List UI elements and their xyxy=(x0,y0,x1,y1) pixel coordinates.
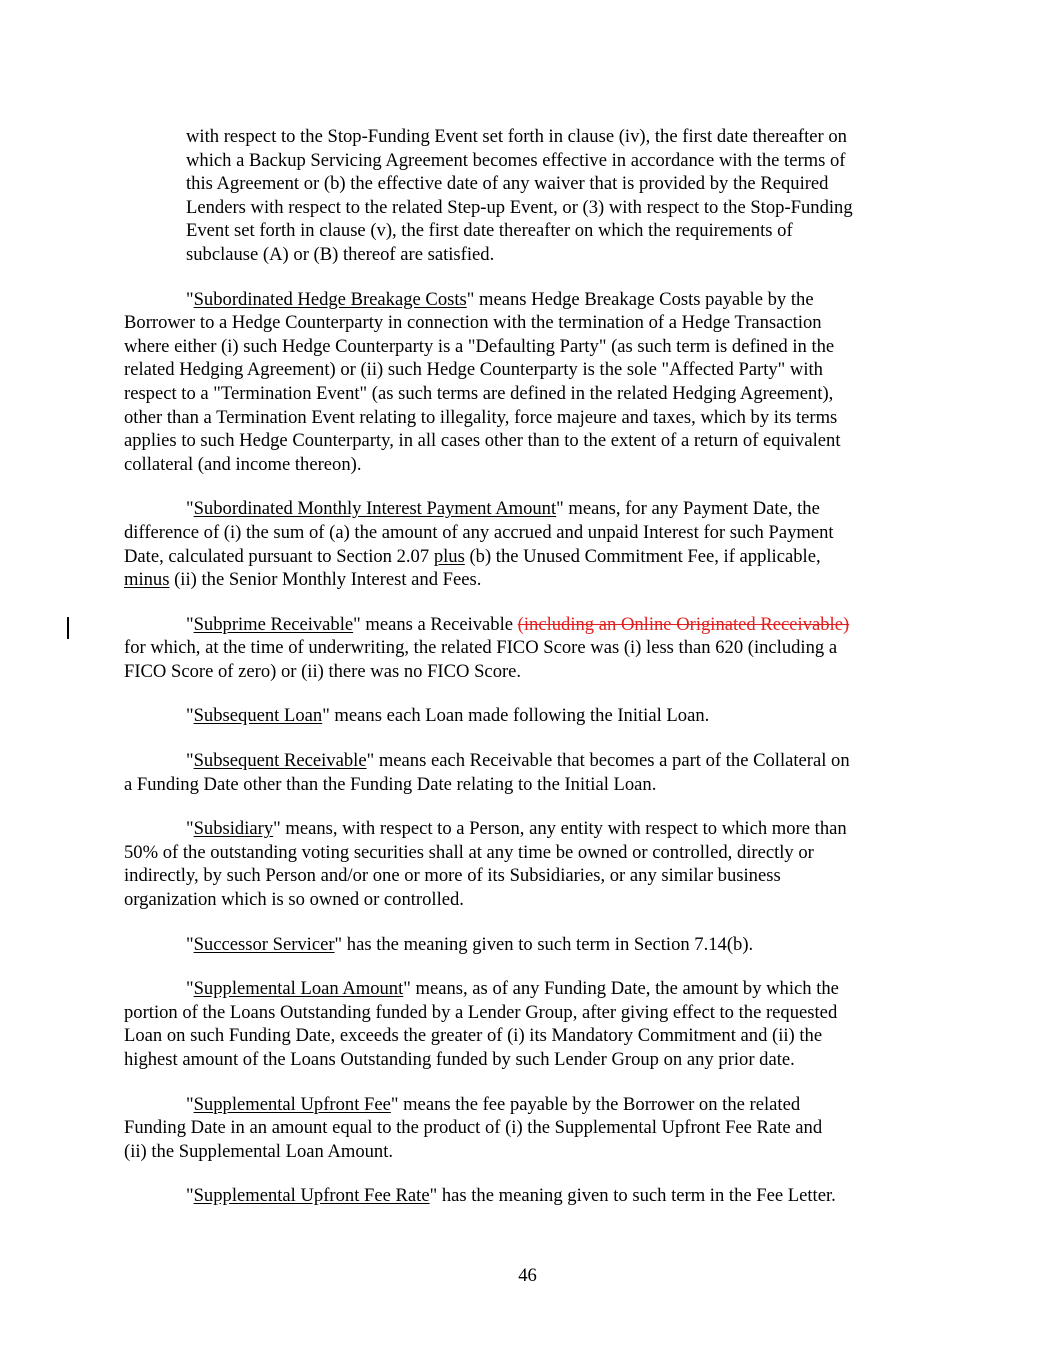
text-line: collateral (and income thereon). xyxy=(124,453,362,475)
definition-supplemental-upfront-fee: "Supplemental Upfront Fee" means the fee payable by the Borrower on the related Funding Date in an amount equal to the product of (i) the Supplemental Upfront Fee Rate and (ii) the Supplemental Loan Amount. xyxy=(124,1093,944,1164)
text-line: FICO Score of zero) or (ii) there was no FICO Score. xyxy=(124,660,522,682)
page-body xyxy=(124,125,944,1208)
definition-supplemental-loan-amount: "Supplemental Loan Amount" means, as of any Funding Date, the amount by which the portion of the Loans Outstanding funded by a Lender Group, after giving effect to the requested Loan on such Funding Date, exceeds the greater of (i) its Mandatory Commitment and (ii) the highest amount of the Loans Outstanding funded by such Lender Group on any prior date. xyxy=(124,977,944,1071)
definition-subordinated-hedge-breakage-costs: "Subordinated Hedge Breakage Costs" means Hedge Breakage Costs payable by the Borrower to a Hedge Counterparty in connection with the termination of a Hedge Transaction where either (i) such Hedge Counterparty is a "Defaulting Party" (as such term is defined in the related Hedging Agreement) or (ii) such Hedge Counterparty is the sole "Affected Party" with respect to a "Termination Event" (as such terms are defined in the related Hedging Agreement), other than a Termination Event relating to illegality, force majeure and taxes, which by its terms applies to such Hedge Counterparty, in all cases other than to the extent of a return of equivalent collateral (and income thereon). xyxy=(124,288,944,477)
text-line: indirectly, by such Person and/or one or more of its Subsidiaries, or any similar business xyxy=(124,865,781,887)
intro-paragraph xyxy=(124,125,944,267)
defined-term: Successor Servicer xyxy=(193,933,335,955)
defined-term: Subsidiary xyxy=(193,818,274,840)
deleted-text: (including an Online Originated Receivable) xyxy=(517,613,850,635)
defined-term: Supplemental Loan Amount xyxy=(193,978,404,1000)
definition-subprime-receivable: "Subprime Receivable" means a Receivable (including an Online Originated Receivable) for which, at the time of underwriting, the related FICO Score was (i) less than 620 (including a FICO Score of zero) or (ii) there was no FICO Score. xyxy=(124,613,944,684)
text-line: other than a Termination Event relating to illegality, force majeure and taxes, which by its terms xyxy=(124,406,838,428)
text-line: Date, calculated pursuant to Section 2.07 plus (b) the Unused Commitment Fee, if applicable, xyxy=(124,545,821,567)
definition-subsequent-receivable: "Subsequent Receivable" means each Receivable that becomes a part of the Collateral on a Funding Date other than the Funding Date relating to the Initial Loan. xyxy=(124,749,944,796)
text-line: portion of the Loans Outstanding funded by a Lender Group, after giving effect to the requested xyxy=(124,1001,838,1023)
revision-change-bar xyxy=(67,617,69,639)
definition-subsidiary: "Subsidiary" means, with respect to a Person, any entity with respect to which more than 50% of the outstanding voting securities shall at any time be owned or controlled, directly or indirectly, by such Person and/or one or more of its Subsidiaries, or any similar business organization which is so owned or controlled. xyxy=(124,817,944,911)
text-line: Event set forth in clause (v), the first date thereafter on which the requirements of xyxy=(186,220,793,242)
text-line: difference of (i) the sum of (a) the amount of any accrued and unpaid Interest for such Payment xyxy=(124,521,834,543)
definition-supplemental-upfront-fee-rate: "Supplemental Upfront Fee Rate" has the meaning given to such term in the Fee Letter. xyxy=(186,1185,836,1207)
text-line: a Funding Date other than the Funding Date relating to the Initial Loan. xyxy=(124,773,657,795)
defined-term: Subsequent Receivable xyxy=(193,750,367,772)
text-line: applies to such Hedge Counterparty, in all cases other than to the extent of a return of equivalent xyxy=(124,430,841,452)
text-line: where either (i) such Hedge Counterparty is a "Defaulting Party" (as such term is defined in the xyxy=(124,335,835,357)
text-line: related Hedging Agreement) or (ii) such Hedge Counterparty is the sole "Affected Party" with xyxy=(124,359,823,381)
defined-term: Supplemental Upfront Fee Rate xyxy=(193,1185,430,1207)
text-line: Funding Date in an amount equal to the product of (i) the Supplemental Upfront Fee Rate and xyxy=(124,1117,823,1139)
defined-term: Subordinated Monthly Interest Payment Amount xyxy=(193,498,557,520)
text-line: subclause (A) or (B) thereof are satisfied. xyxy=(186,243,495,265)
text-line: with respect to the Stop-Funding Event set forth in clause (iv), the first date thereafter on xyxy=(186,126,847,147)
text-line: minus (ii) the Senior Monthly Interest and Fees. xyxy=(124,569,482,591)
text-line: Lenders with respect to the related Step-up Event, or (3) with respect to the Stop-Funding xyxy=(186,196,853,218)
defined-term: Supplemental Upfront Fee xyxy=(193,1093,391,1115)
text-line: Loan on such Funding Date, exceeds the greater of (i) its Mandatory Commitment and (ii) the xyxy=(124,1025,823,1047)
defined-term: Subprime Receivable xyxy=(193,613,354,635)
defined-term: Subsequent Loan xyxy=(193,705,323,727)
text-line: organization which is so owned or controlled. xyxy=(124,889,464,911)
text-line: for which, at the time of underwriting, the related FICO Score was (i) less than 620 (including a xyxy=(124,637,838,659)
text-line: 50% of the outstanding voting securities shall at any time be owned or controlled, directly or xyxy=(124,841,814,863)
text-line: which a Backup Servicing Agreement becomes effective in accordance with the terms of xyxy=(186,149,846,171)
text-line: Borrower to a Hedge Counterparty in connection with the termination of a Hedge Transaction xyxy=(124,312,822,334)
defined-term: Subordinated Hedge Breakage Costs xyxy=(193,288,467,310)
definition-subsequent-loan: "Subsequent Loan" means each Loan made following the Initial Loan. xyxy=(186,705,710,727)
text-line: this Agreement or (b) the effective date of any waiver that is provided by the Required xyxy=(186,173,829,195)
page-number: 46 xyxy=(518,1265,537,1286)
definition-successor-servicer: "Successor Servicer" has the meaning given to such term in Section 7.14(b). xyxy=(186,933,754,955)
text-line: respect to a "Termination Event" (as such terms are defined in the related Hedging Agreement), xyxy=(124,382,834,404)
text-line: (ii) the Supplemental Loan Amount. xyxy=(124,1140,394,1162)
definition-subordinated-monthly-interest-payment-amount: "Subordinated Monthly Interest Payment Amount" means, for any Payment Date, the difference of (i) the sum of (a) the amount of any accrued and unpaid Interest for such Payment Date, calculated pursuant to Section 2.07 plus (b) the Unused Commitment Fee, if applicable, minus (ii) the Senior Monthly Interest and Fees. xyxy=(124,497,944,591)
text-line: highest amount of the Loans Outstanding funded by such Lender Group on any prior date. xyxy=(124,1049,795,1070)
